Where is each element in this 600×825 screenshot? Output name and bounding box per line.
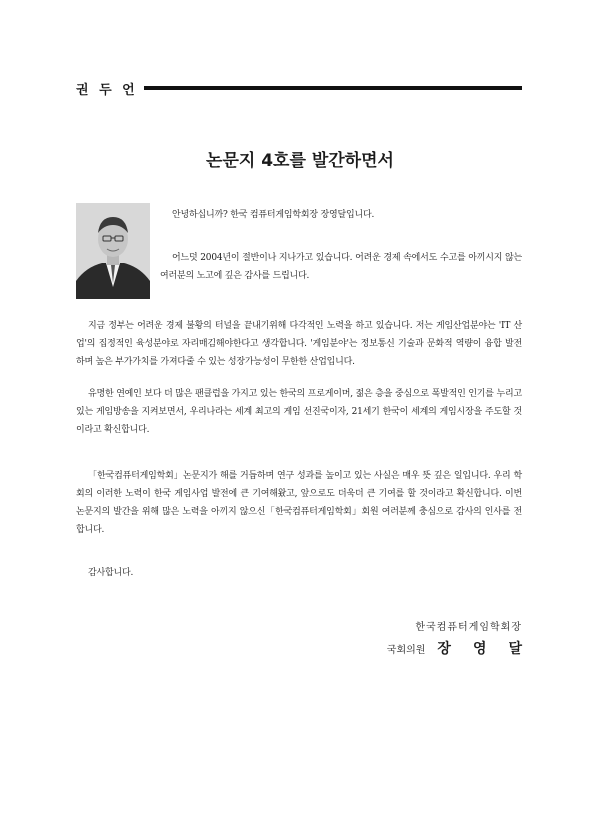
section-header [76,76,522,100]
page-title: 논문지 4호를 발간하면서 [206,151,394,171]
author-portrait [76,203,150,299]
signature-name: 장영달 [437,641,544,657]
paragraph-3: 지금 정부는 어려운 경제 불황의 터널을 끝내기위해 다각적인 노력을 하고 있습니다. 저는 게임산업분야는 'IT 산업'의 집정적인 육성분야로 자리매김해야한다고 생각합니다. '게임분야'는 정보통신 기술과 문화적 역량이 융합 발전하며 높은 부가가치를 가져다줄 수 있는 성장가능성이 무한한 산업입니다. [76,321,522,367]
paragraph-2: 어느덧 2004년이 절반이나 지나가고 있습니다. 어려운 경제 속에서도 수고를 아끼시지 않는 여러분의 노고에 깊은 감사를 드립니다. [160,253,522,281]
portrait-image [76,203,150,299]
signature-organization: 한국컴퓨터게임학회장 [415,622,522,633]
closing-paragraph: 감사합니다. [88,568,134,578]
greeting-paragraph: 안녕하십니까? 한국 컴퓨터게임학회장 장영달입니다. [172,210,375,220]
signature-title: 국회의원 [386,645,426,656]
section-rule [144,86,522,90]
signature-line [386,638,544,658]
paragraph-5: 「한국컴퓨터게임학회」논문지가 해를 거듭하며 연구 성과를 높이고 있는 사실은 매우 뜻 깊은 일입니다. 우리 학회의 이러한 노력이 한국 게임사업 발전에 큰 기여해왔고, 앞으로도 더욱더 큰 기여를 할 것이라고 확신합니다. 이번 논문지의 발간을 위해 많은 노력을 아끼지 않으신「한국컴퓨터게임학회」회원 여러분께 충심으로 감사의 인사를 전합니다. [76,471,522,535]
paragraph-4: 유명한 연예인 보다 더 많은 팬클럽을 가지고 있는 한국의 프로게이머, 젊은 층을 중심으로 폭발적인 인기를 누리고 있는 게임방송을 지켜보면서, 우리나라는 세계 최고의 게임 선진국이자, 21세기 한국이 세계의 게임시장을 주도할 것이라고 확신합니다. [76,389,522,435]
section-label: 권 두 언 [76,82,138,98]
